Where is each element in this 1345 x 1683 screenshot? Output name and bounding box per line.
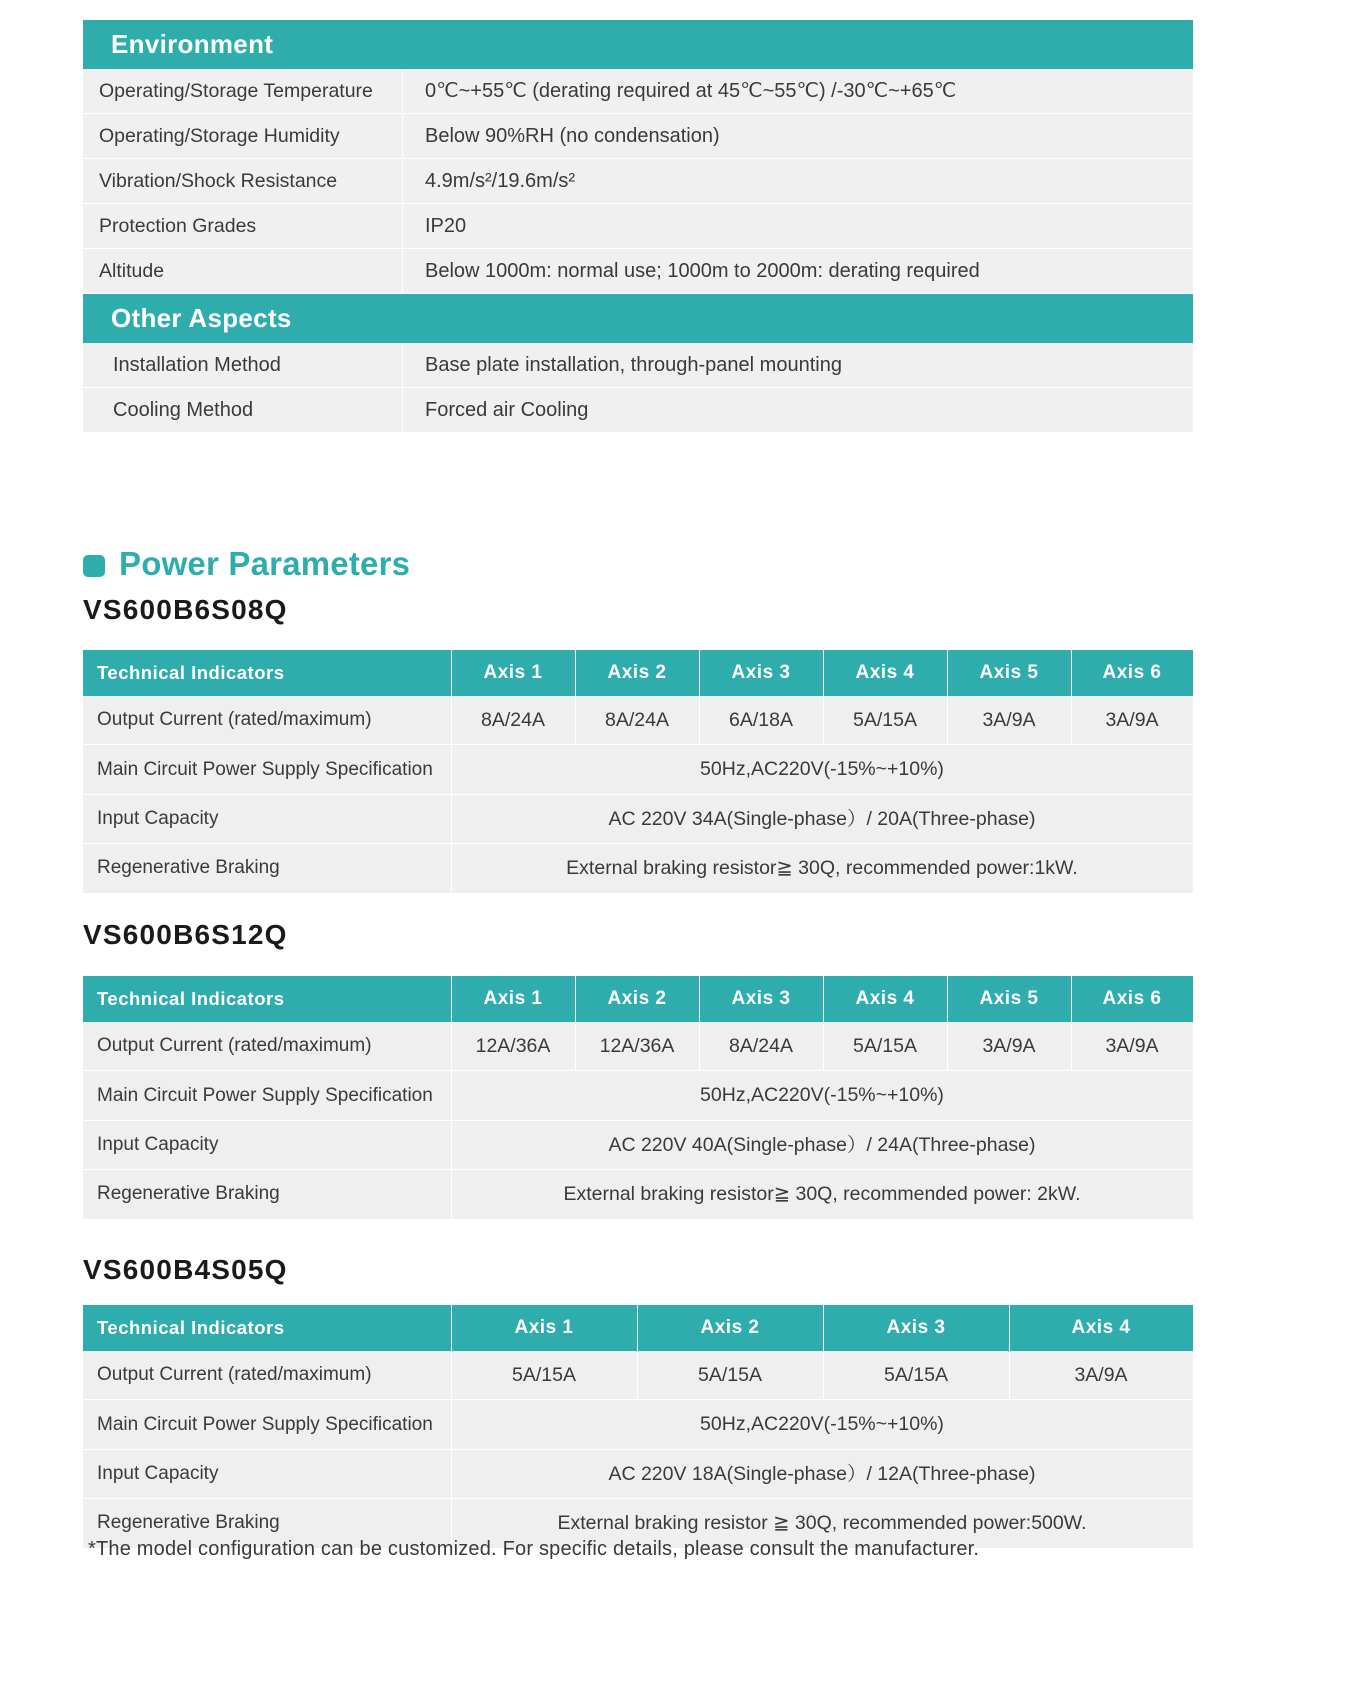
cell-axis-5: 3A/9A — [947, 1022, 1071, 1071]
row-label: Installation Method — [83, 344, 403, 387]
table-row — [83, 1170, 1193, 1219]
table-row — [83, 159, 1193, 204]
row-value: External braking resistor≧ 30Q, recommended power: 2kW. — [451, 1170, 1193, 1219]
col-axis-2: Axis 2 — [637, 1305, 823, 1351]
cell-axis-3: 5A/15A — [823, 1351, 1009, 1400]
cell-axis-4: 3A/9A — [1009, 1351, 1193, 1400]
cell-axis-5: 3A/9A — [947, 696, 1071, 745]
col-axis-6: Axis 6 — [1071, 650, 1193, 696]
table-header-row — [83, 976, 1193, 1022]
col-axis-1: Axis 1 — [451, 1305, 637, 1351]
row-value: 0℃~+55℃ (derating required at 45℃~55℃) /-30℃~+65℃ — [425, 79, 957, 102]
environment-section — [83, 20, 1193, 294]
col-axis-3: Axis 3 — [699, 976, 823, 1022]
row-label: Cooling Method — [83, 389, 403, 432]
environment-band-title: Environment — [83, 20, 1193, 69]
table-header-row — [83, 1305, 1193, 1351]
col-axis-3: Axis 3 — [823, 1305, 1009, 1351]
cell-axis-6: 3A/9A — [1071, 1022, 1193, 1071]
table-row — [83, 1022, 1193, 1071]
row-label: Output Current (rated/maximum) — [83, 696, 451, 745]
col-axis-2: Axis 2 — [575, 976, 699, 1022]
row-label: Regenerative Braking — [83, 844, 451, 893]
row-label: Altitude — [83, 250, 403, 292]
row-value: 50Hz,AC220V(-15%~+10%) — [451, 1071, 1193, 1120]
power-parameters-heading — [83, 545, 410, 583]
row-value: 4.9m/s²/19.6m/s² — [425, 169, 576, 192]
col-axis-1: Axis 1 — [451, 976, 575, 1022]
cell-axis-1: 5A/15A — [451, 1351, 637, 1400]
col-axis-5: Axis 5 — [947, 976, 1071, 1022]
cell-axis-3: 6A/18A — [699, 696, 823, 745]
row-value: 50Hz,AC220V(-15%~+10%) — [451, 745, 1193, 794]
col-axis-6: Axis 6 — [1071, 976, 1193, 1022]
row-value: Below 1000m: normal use; 1000m to 2000m: derating required — [425, 259, 980, 282]
col-technical-indicators: Technical Indicators — [83, 976, 451, 1022]
table-row — [83, 1071, 1193, 1120]
table-row — [83, 1400, 1193, 1449]
row-label: Main Circuit Power Supply Specification — [83, 1400, 451, 1449]
table-row — [83, 1120, 1193, 1169]
row-label: Output Current (rated/maximum) — [83, 1351, 451, 1400]
col-axis-4: Axis 4 — [823, 976, 947, 1022]
row-label: Vibration/Shock Resistance — [83, 160, 403, 202]
row-label: Operating/Storage Humidity — [83, 115, 403, 157]
row-label: Output Current (rated/maximum) — [83, 1022, 451, 1071]
square-bullet-icon — [83, 555, 105, 577]
table-row — [83, 745, 1193, 794]
col-axis-1: Axis 1 — [451, 650, 575, 696]
row-label: Regenerative Braking — [83, 1170, 451, 1219]
table-row — [83, 204, 1193, 249]
row-label: Input Capacity — [83, 1120, 451, 1169]
table-row — [83, 794, 1193, 843]
col-technical-indicators: Technical Indicators — [83, 1305, 451, 1351]
col-technical-indicators: Technical Indicators — [83, 650, 451, 696]
model-title-2: VS600B6S12Q — [83, 919, 288, 950]
cell-axis-2: 12A/36A — [575, 1022, 699, 1071]
cell-axis-4: 5A/15A — [823, 1022, 947, 1071]
table-row — [83, 69, 1193, 114]
row-value: 50Hz,AC220V(-15%~+10%) — [451, 1400, 1193, 1449]
row-label: Regenerative Braking — [83, 1499, 451, 1548]
row-value: External braking resistor≧ 30Q, recommended power:1kW. — [451, 844, 1193, 893]
row-value: Base plate installation, through-panel mounting — [425, 353, 842, 376]
col-axis-5: Axis 5 — [947, 650, 1071, 696]
row-value: IP20 — [425, 214, 467, 237]
table-row — [83, 1449, 1193, 1498]
cell-axis-1: 12A/36A — [451, 1022, 575, 1071]
row-value: AC 220V 40A(Single-phase）/ 24A(Three-phase) — [451, 1120, 1193, 1169]
row-value: AC 220V 18A(Single-phase）/ 12A(Three-phase) — [451, 1449, 1193, 1498]
row-value: Below 90%RH (no condensation) — [425, 124, 720, 147]
row-label: Protection Grades — [83, 205, 403, 247]
section-title-text: Power Parameters — [119, 545, 411, 582]
row-label: Main Circuit Power Supply Specification — [83, 745, 451, 794]
row-value: Forced air Cooling — [425, 398, 589, 421]
model-title-1: VS600B6S08Q — [83, 594, 288, 625]
cell-axis-2: 8A/24A — [575, 696, 699, 745]
cell-axis-4: 5A/15A — [823, 696, 947, 745]
table-row — [83, 114, 1193, 159]
cell-axis-2: 5A/15A — [637, 1351, 823, 1400]
table-row — [83, 249, 1193, 294]
col-axis-3: Axis 3 — [699, 650, 823, 696]
row-label: Main Circuit Power Supply Specification — [83, 1071, 451, 1120]
row-label: Input Capacity — [83, 794, 451, 843]
table-row — [83, 696, 1193, 745]
other-aspects-section — [83, 294, 1193, 433]
table-row — [83, 1351, 1193, 1400]
table-row — [83, 343, 1193, 388]
row-label: Operating/Storage Temperature — [83, 70, 403, 112]
environment-rows — [83, 69, 1193, 294]
model-title-3: VS600B4S05Q — [83, 1254, 288, 1285]
cell-axis-3: 8A/24A — [699, 1022, 823, 1071]
row-value: External braking resistor ≧ 30Q, recommended power:500W. — [451, 1499, 1193, 1548]
other-aspects-rows — [83, 343, 1193, 433]
table-row — [83, 844, 1193, 893]
col-axis-2: Axis 2 — [575, 650, 699, 696]
row-value: AC 220V 34A(Single-phase）/ 20A(Three-phase) — [451, 794, 1193, 843]
cell-axis-1: 8A/24A — [451, 696, 575, 745]
power-table-1 — [83, 650, 1194, 894]
col-axis-4: Axis 4 — [1009, 1305, 1193, 1351]
other-aspects-band-title: Other Aspects — [83, 294, 1193, 343]
power-table-3 — [83, 1305, 1194, 1549]
table-header-row — [83, 650, 1193, 696]
row-label: Input Capacity — [83, 1449, 451, 1498]
cell-axis-6: 3A/9A — [1071, 696, 1193, 745]
footnote: *The model configuration can be customized. For specific details, please consult the manufacturer. — [88, 1538, 980, 1560]
col-axis-4: Axis 4 — [823, 650, 947, 696]
power-table-2 — [83, 976, 1194, 1220]
table-row — [83, 388, 1193, 433]
